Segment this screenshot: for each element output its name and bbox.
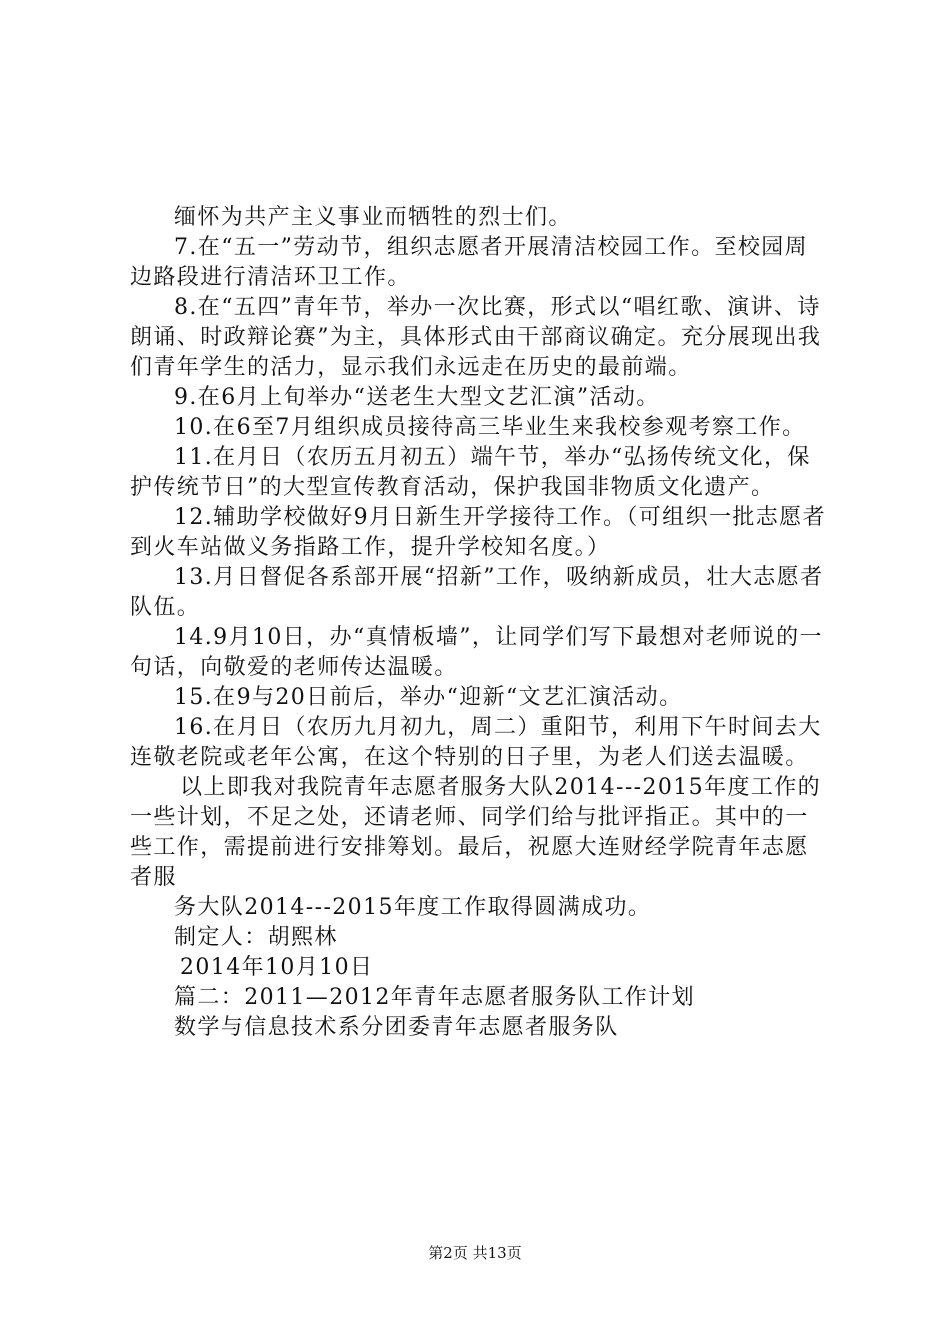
paragraph-item-15: 15.在9与20日前后，举办“迎新“文艺汇演活动。	[174, 685, 683, 710]
paragraph-summary-continued: 务大队2014---2015年度工作取得圆满成功。	[174, 895, 652, 920]
document-body	[130, 203, 830, 1043]
department-line: 数学与信息技术系分团委青年志愿者服务队	[174, 1015, 619, 1040]
paragraph-item-8: 8.在“五四”青年节，举办一次比赛，形式以“唱红歌、演讲、诗朗诵、时政辩论赛”为主，具体形式由干部商议确定。充分展现出我们青年学生的活力，显示我们永远走在历史的最前端。	[130, 295, 822, 380]
paragraph-summary: 以上即我对我院青年志愿者服务大队2014---2015年度工作的一些计划，不足之处，还请老师、同学们给与批评指正。其中的一些工作，需提前进行安排筹划。最后，祝愿大连财经学院青年志愿者服	[130, 775, 822, 890]
paragraph-item-10: 10.在6至7月组织成员接待高三毕业生来我校参观考察工作。	[174, 415, 806, 440]
section-heading-part-two: 篇二：2011—2012年青年志愿者服务队工作计划	[174, 985, 695, 1010]
paragraph-item-7: 7.在“五一”劳动节，组织志愿者开展清洁校园工作。至校园周边路段进行清洁环卫工作。	[130, 235, 809, 290]
paragraph-item-9: 9.在6月上旬举办“送老生大型文艺汇演”活动。	[174, 385, 660, 410]
paragraph-item-11: 11.在月日（农历五月初五）端午节，举办“弘扬传统文化，保护传统节日”的大型宣传教育活动，保护我国非物质文化遗产。	[130, 445, 811, 500]
paragraph-item-13: 13.月日督促各系部开展“招新”工作，吸纳新成员，壮大志愿者队伍。	[130, 565, 824, 620]
paragraph-item-16: 16.在月日（农历九月初九，周二）重阳节，利用下午时间去大连敬老院或老年公寓，在这个特别的日子里，为老人们送去温暖。	[130, 715, 822, 770]
author-line: 制定人：胡熙林	[174, 925, 338, 950]
date-line: 2014年10月10日	[180, 955, 374, 980]
paragraph-item-14: 14.9月10日，办“真情板墙”，让同学们写下最想对老师说的一句话，向敬爱的老师传达温暖。	[130, 625, 823, 680]
paragraph-commemorate: 缅怀为共产主义事业而牺牲的烈士们。	[174, 205, 572, 230]
page-number-footer: 第2页 共13页	[428, 1244, 522, 1262]
paragraph-item-12: 12.辅助学校做好9月日新生开学接待工作。（可组织一批志愿者到火车站做义务指路工作，提升学校知名度。）	[130, 505, 826, 560]
